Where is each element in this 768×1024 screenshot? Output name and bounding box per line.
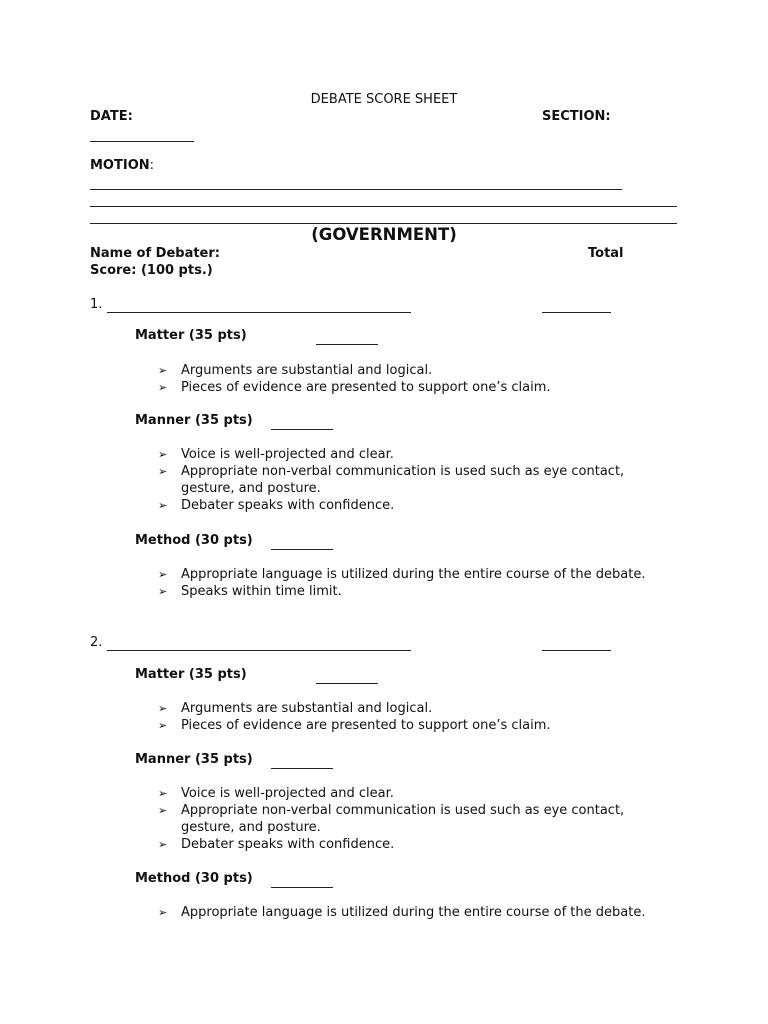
list-item: ➢ Appropriate language is utilized during the entire course of the debate. (158, 905, 646, 920)
criterion-matter-bullets (158, 362, 551, 396)
arrow-bullet-icon: ➢ (158, 381, 168, 394)
criterion-manner-label: Manner (35 pts) (135, 752, 253, 767)
motion-label-row (90, 158, 154, 173)
motion-line-3[interactable] (90, 223, 677, 224)
arrow-bullet-icon: ➢ (158, 448, 168, 461)
motion-line-1[interactable] (90, 189, 622, 190)
arrow-bullet-icon: ➢ (158, 364, 168, 377)
debater-name-line[interactable] (107, 650, 411, 651)
date-label: DATE: (90, 109, 133, 124)
criterion-matter-score-line[interactable] (316, 683, 378, 684)
debater-name-line[interactable] (107, 312, 411, 313)
list-item: ➢ Speaks within time limit. (158, 584, 342, 599)
motion-line-2[interactable] (90, 206, 677, 207)
arrow-bullet-icon: ➢ (158, 787, 168, 800)
arrow-bullet-icon: ➢ (158, 702, 168, 715)
list-item: ➢ Voice is well-projected and clear. (158, 447, 394, 462)
criterion-manner-bullets (158, 446, 624, 514)
debater-number: 2. (90, 635, 103, 650)
criterion-method-label: Method (30 pts) (135, 533, 253, 548)
section-label: SECTION: (542, 109, 611, 124)
document-title: DEBATE SCORE SHEET (310, 92, 458, 107)
list-item-continuation: gesture, and posture. (181, 481, 321, 496)
list-item-continuation: gesture, and posture. (181, 820, 321, 835)
debater-number: 1. (90, 297, 103, 312)
list-item: ➢ Appropriate non-verbal communication is used such as eye contact, (158, 464, 625, 479)
criterion-manner-label: Manner (35 pts) (135, 413, 253, 428)
criterion-method-bullets (158, 904, 645, 921)
arrow-bullet-icon: ➢ (158, 838, 168, 851)
arrow-bullet-icon: ➢ (158, 585, 168, 598)
debater-total-line[interactable] (542, 312, 611, 313)
total-label: Total (588, 246, 624, 261)
criterion-manner-score-line[interactable] (271, 429, 333, 430)
arrow-bullet-icon: ➢ (158, 719, 168, 732)
criterion-method-score-line[interactable] (271, 549, 333, 550)
debater-total-line[interactable] (542, 650, 611, 651)
arrow-bullet-icon: ➢ (158, 804, 168, 817)
motion-label: MOTION (90, 158, 150, 173)
list-item: ➢ Arguments are substantial and logical. (158, 363, 433, 378)
list-item: ➢ Debater speaks with confidence. (158, 498, 395, 513)
list-item: ➢ Voice is well-projected and clear. (158, 786, 394, 801)
arrow-bullet-icon: ➢ (158, 906, 168, 919)
arrow-bullet-icon: ➢ (158, 465, 168, 478)
list-item: ➢ Appropriate language is utilized during the entire course of the debate. (158, 567, 646, 582)
criterion-matter-score-line[interactable] (316, 344, 378, 345)
list-item: ➢ Debater speaks with confidence. (158, 837, 395, 852)
date-blank-line[interactable] (90, 141, 194, 142)
criterion-method-score-line[interactable] (271, 887, 333, 888)
criterion-manner-score-line[interactable] (271, 768, 333, 769)
motion-colon: : (149, 158, 155, 173)
criterion-matter-label: Matter (35 pts) (135, 328, 247, 343)
criterion-manner-bullets (158, 785, 624, 853)
list-item: ➢ Pieces of evidence are presented to support one’s claim. (158, 380, 551, 395)
list-item: ➢ Pieces of evidence are presented to support one’s claim. (158, 718, 551, 733)
criterion-matter-label: Matter (35 pts) (135, 667, 247, 682)
arrow-bullet-icon: ➢ (158, 499, 168, 512)
criterion-method-bullets (158, 566, 645, 600)
list-item: ➢ Appropriate non-verbal communication is used such as eye contact, (158, 803, 625, 818)
score-label: Score: (100 pts.) (90, 263, 213, 278)
list-item: ➢ Arguments are substantial and logical. (158, 701, 433, 716)
name-of-debater-label: Name of Debater: (90, 246, 220, 261)
team-heading: (GOVERNMENT) (311, 225, 457, 244)
criterion-matter-bullets (158, 700, 551, 734)
criterion-method-label: Method (30 pts) (135, 871, 253, 886)
arrow-bullet-icon: ➢ (158, 568, 168, 581)
